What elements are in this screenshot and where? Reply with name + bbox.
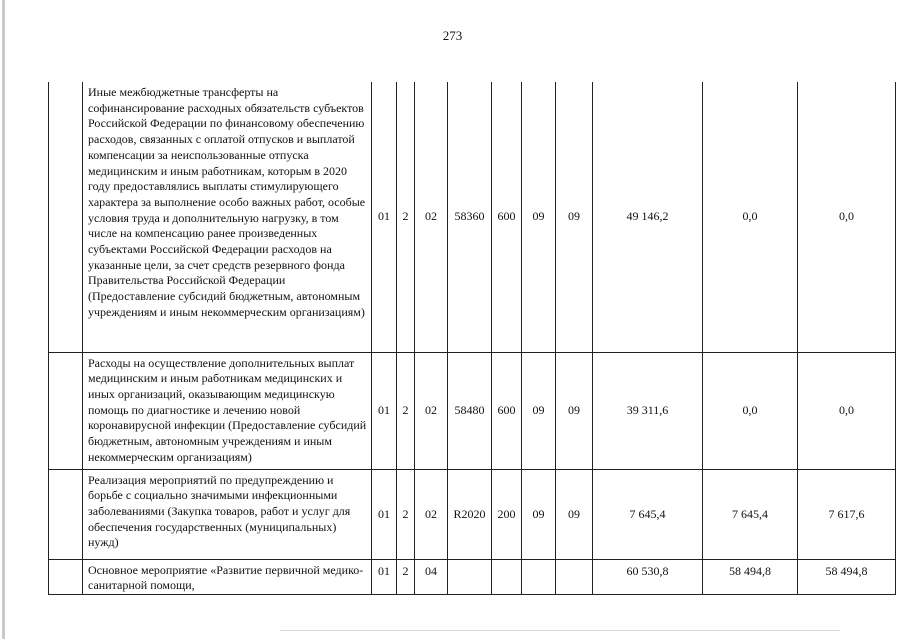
event-cell: 02 — [415, 469, 448, 559]
description-cell: Реализация мероприятий по предупреждению и борьбе с социально значимыми инфекционными заболеваниями (Закупка товаров, работ и услуг для обеспечения государственных (муниципальных) нужд) — [83, 469, 372, 559]
budget-table — [48, 82, 896, 595]
expense-type-cell — [492, 559, 522, 594]
amount-2-cell: 7 645,4 — [703, 469, 798, 559]
description-cell: Основное мероприятие «Развитие первичной медико-санитарной помощи, — [83, 559, 372, 594]
section-cell — [522, 559, 556, 594]
amount-2-cell: 0,0 — [703, 352, 798, 469]
scan-edge-mark — [2, 0, 5, 639]
section-cell: 09 — [522, 352, 556, 469]
subsection-cell: 09 — [556, 469, 593, 559]
table-row — [49, 82, 896, 352]
subsection-cell: 09 — [556, 82, 593, 352]
description-cell: Иные межбюджетные трансферты на софинансирование расходных обязательств субъектов Российской Федерации по финансовому обеспечению расходов, связанных с оплатой отпусков и выплатой компенсации за неиспользованные отпуска медицинским и иным работникам, которым в 2020 году предоставлялись выплаты стимулирующего характера за выполнение особо важных работ, особые условия труда и дополнительную нагрузку, в том числе на компенсацию ранее произведенных субъектами Российской Федерации расходов на указанные цели, за счет средств резервного фонда Правительства Российской Федерации (Предоставление субсидий бюджетным, автономным учреждениям и иным некоммерческим организациям) — [83, 82, 372, 352]
amount-1-cell: 60 530,8 — [593, 559, 703, 594]
direction-cell: 58480 — [448, 352, 492, 469]
program-cell: 01 — [372, 469, 397, 559]
subprogram-cell: 2 — [397, 469, 415, 559]
amount-2-cell: 58 494,8 — [703, 559, 798, 594]
direction-cell — [448, 559, 492, 594]
page-number: 273 — [442, 28, 463, 43]
event-cell: 04 — [415, 559, 448, 594]
expense-type-cell: 600 — [492, 82, 522, 352]
table-row — [49, 469, 896, 559]
amount-1-cell: 49 146,2 — [593, 82, 703, 352]
expense-type-cell: 200 — [492, 469, 522, 559]
direction-cell: R2020 — [448, 469, 492, 559]
program-cell: 01 — [372, 352, 397, 469]
table-row — [49, 559, 896, 594]
subsection-cell — [556, 559, 593, 594]
subsection-cell: 09 — [556, 352, 593, 469]
amount-3-cell: 7 617,6 — [798, 469, 896, 559]
description-cell: Расходы на осуществление дополнительных выплат медицинским и иным работникам медицинских и иных организаций, оказывающим медицинскую помощь по диагностике и лечению новой коронавирусной инфекции (Предоставление субсидий бюджетным, автономным учреждениям и иным некоммерческим организациям) — [83, 352, 372, 469]
section-cell: 09 — [522, 469, 556, 559]
amount-3-cell: 0,0 — [798, 352, 896, 469]
subprogram-cell: 2 — [397, 352, 415, 469]
row-marker-cell — [49, 469, 83, 559]
section-cell: 09 — [522, 82, 556, 352]
subprogram-cell: 2 — [397, 559, 415, 594]
row-marker-cell — [49, 82, 83, 352]
amount-1-cell: 39 311,6 — [593, 352, 703, 469]
amount-1-cell: 7 645,4 — [593, 469, 703, 559]
row-marker-cell — [49, 559, 83, 594]
event-cell: 02 — [415, 352, 448, 469]
amount-2-cell: 0,0 — [703, 82, 798, 352]
expense-type-cell: 600 — [492, 352, 522, 469]
direction-cell: 58360 — [448, 82, 492, 352]
program-cell: 01 — [372, 559, 397, 594]
program-cell: 01 — [372, 82, 397, 352]
event-cell: 02 — [415, 82, 448, 352]
subprogram-cell: 2 — [397, 82, 415, 352]
amount-3-cell: 0,0 — [798, 82, 896, 352]
scan-bottom-mark — [280, 630, 840, 631]
table-row — [49, 352, 896, 469]
row-marker-cell — [49, 352, 83, 469]
amount-3-cell: 58 494,8 — [798, 559, 896, 594]
